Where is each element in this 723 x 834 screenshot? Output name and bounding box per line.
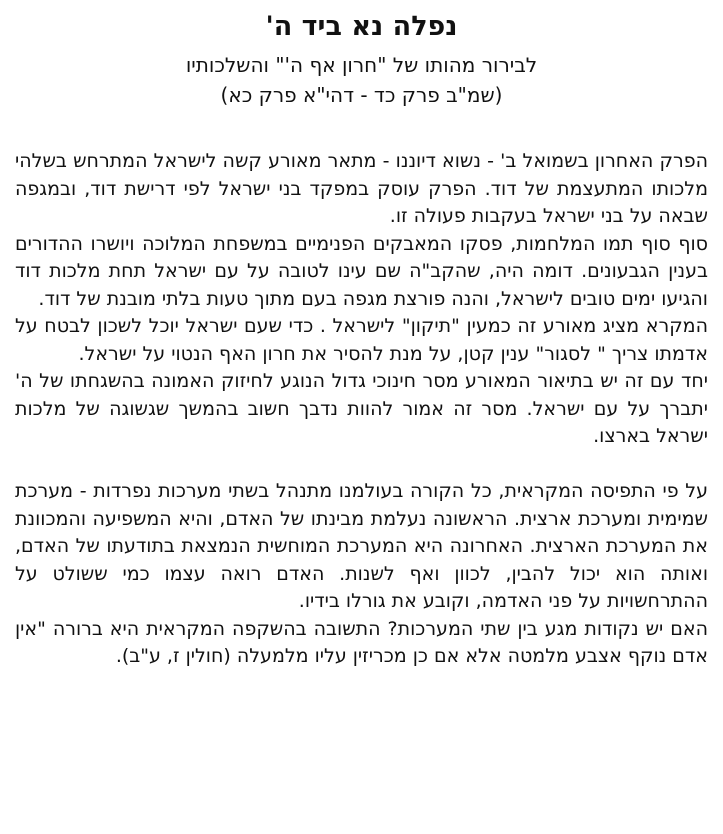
document-body (15, 148, 708, 671)
subtitle: לבירור מהותו של "חרון אף ה'" והשלכותיו (185, 53, 538, 77)
source-reference: (שמ"ב פרק כד - דהי"א פרק כא) (220, 83, 503, 107)
paragraph: על פי התפיסה המקראית, כל הקורה בעולמנו מתנהל בשתי מערכות נפרדות - מערכת שמימית ומערכת ארצית. הראשונה נעלמת מבינתו של האדם, והיא המשפיעה והמכוונת את המערכת הארצית. האחרונה היא המערכת המוחשית הנמצאת בתודעתו של האדם, ואותה הוא יכול להבין, לכוון ואף לשנות. האדם רואה עצמו כמי ששולט על ההתרחשויות על פני האדמה, וקובע את גורלו בידיו. (15, 480, 708, 612)
paragraph: הפרק האחרון בשמואל ב' - נשוא דיוננו - מתאר מאורע קשה לישראל המתרחש בשלהי מלכותו המתעצמת של דוד. הפרק עוסק במפקד בני ישראל לפי דרישת דוד, ובמגפה שבאה על בני ישראל בעקבות פעולה זו. (15, 150, 708, 227)
paragraph: המקרא מציג מאורע זה כמעין "תיקון" לישראל . כדי שעם ישראל יוכל לשכון לבטח על אדמתו צריך " לסגור" ענין קטן, על מנת להסיר את חרון האף הנטוי על ישראל. (15, 315, 708, 365)
document-header (15, 10, 708, 110)
paragraph: סוף סוף תמו המלחמות, פסקו המאבקים הפנימיים במשפחת המלוכה ויושרו ההדורים בענין הגבעונים. דומה היה, שהקב"ה שם עינו לטובה על עם ישראל תחת מלכות דוד והגיעו ימים טובים לישראל, והנה פורצת מגפה בעם מתוך טעות בלתי מובנת של דוד. (15, 232, 708, 310)
paragraph: יחד עם זה יש בתיאור המאורע מסר חינוכי גדול הנוגע לחיזוק האמונה בהשגחתו של ה' יתברך על עם ישראל. מסר זה אמור להוות נדבך חשוב בהמשך שגשוגה של מלכות ישראל בארצו. (15, 370, 708, 447)
paragraph: האם יש נקודות מגע בין שתי המערכות? התשובה בהשקפה המקראית היא ברורה "אין אדם נוקף אצבע מלמטה אלא אם כן מכריזין עליו מלמעלה (חולין ז, ע"ב). (15, 617, 708, 667)
page-title: נפלה נא ביד ה' (265, 11, 458, 42)
